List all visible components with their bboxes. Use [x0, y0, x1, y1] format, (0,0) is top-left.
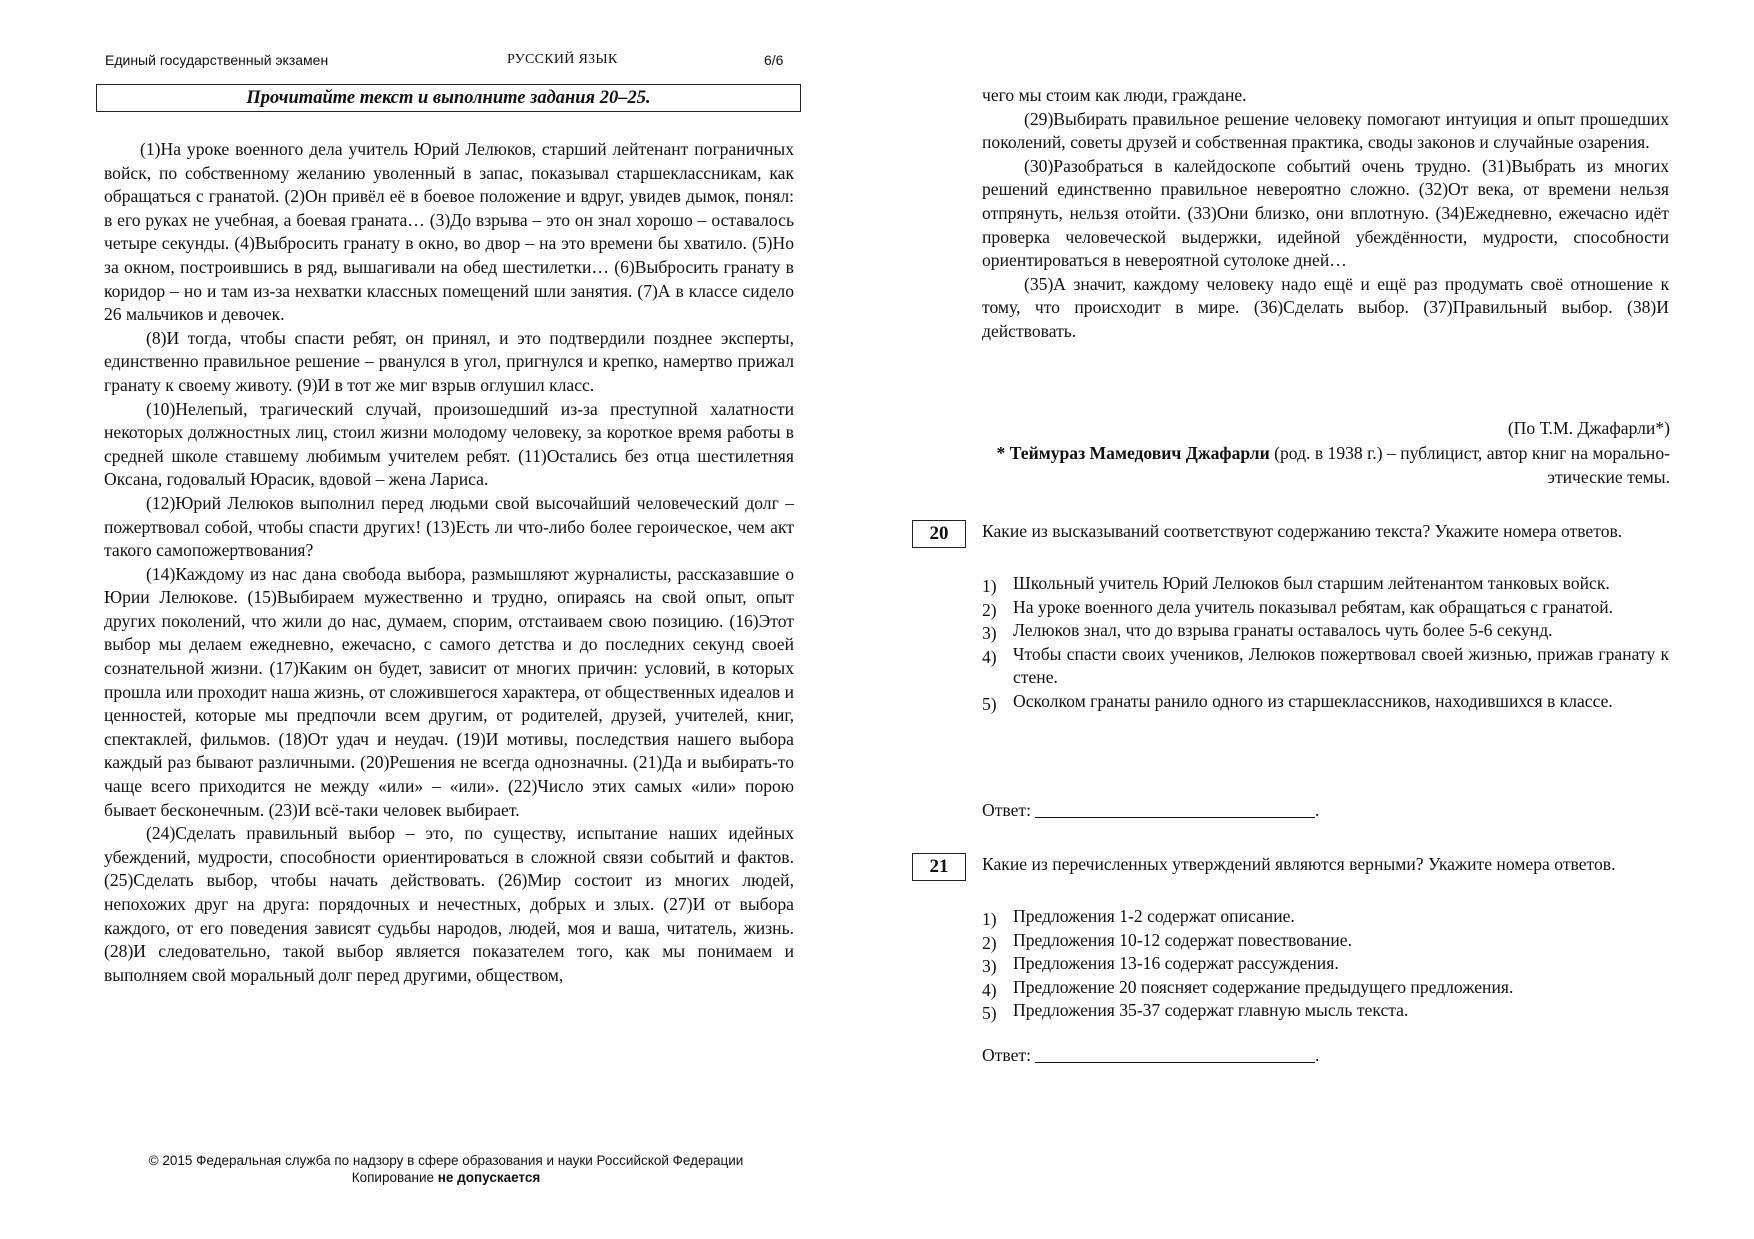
- header-exam-title: Единый государственный экзамен: [105, 52, 329, 68]
- copyright-line: © 2015 Федеральная служба по надзору в сфере образования и науки Российской Федерации: [148, 1153, 744, 1168]
- answer-field[interactable]: Ответ: .: [982, 800, 1320, 820]
- answer-option: 2) Предложения 10-12 содержат повествование.: [982, 929, 1352, 953]
- answer-option: 2) На уроке военного дела учитель показывал ребятам, как обращаться с гранатой.: [982, 596, 1614, 620]
- paragraph: (10)Нелепый, трагический случай, произошедший из-за преступной халатности некоторых должностных лиц, стоил жизни молодому человеку, за короткое время работы в средней школе ставшему любимым учителем ребят. (11)Остались без отца шестилетняя Оксана, годовалый Юрасик, вдовой – жена Лариса.: [104, 398, 794, 490]
- paragraph: (29)Выбирать правильное решение человеку помогают интуиция и опыт прошедших поколений, советы друзей и собственная практика, своды законов и случайные озарения.: [982, 108, 1669, 153]
- task-options: [982, 572, 1669, 714]
- paragraph: (14)Каждому из нас дана свобода выбора, размышляют журналисты, рассказавшие о Юрии Лелюкове. (15)Выбираем мужественно и трудно, опираясь на свой опыт, опыт других поколений, что жили до нас, думаем, спорим, отстаиваем свою позицию. (16)Этот выбор мы делаем ежедневно, ежечасно, с самого детства и до последних секунд своей сознательной жизни. (17)Каким он будет, зависит от многих причин: условий, в которых прошла или проходит наша жизнь, от сложившегося характера, от общественных идеалов и ценностей, которые мы предпочли всем другим, от родителей, друзей, учителей, книг, спектаклей, фильмов. (18)От удач и неудач. (19)И мотивы, последствия нашего выбора каждый раз бывают различными. (20)Решения не всегда однозначны. (21)Да и выбирать-то чаще всего приходится не между «или» – «или». (22)Число этих самых «или» порою бывает бесконечным. (23)И всё-таки человек выбирает.: [104, 563, 794, 820]
- answer-option: 4) Чтобы спасти своих учеников, Лелюков пожертвовал своей жизнью, прижав гранату к стене.: [982, 643, 1669, 688]
- paragraph: (8)И тогда, чтобы спасти ребят, он принял, и это подтвердили позднее эксперты, единственно правильное решение – рванулся в угол, пригнулся и крепко, намертво прижал гранату к своему животу. (9)И в тот же миг взрыв оглушил класс.: [104, 327, 794, 395]
- task-options: [982, 905, 1669, 1023]
- author-footnote: [990, 442, 1670, 489]
- text-source: (По Т.М. Джафарли*): [1507, 418, 1670, 438]
- paragraph: чего мы стоим как люди, граждане.: [982, 85, 1247, 105]
- header-subject: РУССКИЙ ЯЗЫК: [507, 52, 618, 67]
- answer-option: 4) Предложение 20 поясняет содержание предыдущего предложения.: [982, 976, 1514, 1000]
- footnote-author-name: Теймураз Мамедович Джафарли: [1009, 443, 1270, 463]
- answer-option: 3) Лелюков знал, что до взрыва гранаты оставалось чуть более 5-6 секунд.: [982, 620, 1553, 644]
- text-right-column: [982, 84, 1669, 344]
- task-number-box: 21: [912, 853, 966, 881]
- paragraph: (1)На уроке военного дела учитель Юрий Лелюков, старший лейтенант пограничных войск, по собственному желанию уволенный в запас, показывал старшеклассникам, как обращаться с гранатой. (2)Он привёл её в боевое положение и вдруг, увидев дымок, понял: в его руках не учебная, а боевая граната… (3)До взрыва – это он знал хорошо – оставалось четыре секунды. (4)Выбросить гранату в окно, во двор – на это времени бы хватило. (5)Но за окном, построившись в ряд, вышагивали на обед шестилетки… (6)Выбросить гранату в коридор – но и там из-за нехватки классных помещений шли занятия. (7)А в классе сидело 26 мальчиков и девочек.: [104, 139, 794, 325]
- answer-line[interactable]: [1035, 1045, 1315, 1063]
- footnote-text: (род. в 1938 г.) – публицист, автор книг на морально-этические темы.: [1269, 443, 1670, 487]
- answer-option: 1) Школьный учитель Юрий Лелюков был старшим лейтенантом танковых войск.: [982, 573, 1610, 596]
- paragraph: (30)Разобраться в калейдоскопе событий очень трудно. (31)Выбрать из многих решений единственно правильное невероятно сложно. (32)От века, от времени нельзя отпрянуть, нельзя отойти. (33)Они близко, они вплотную. (34)Ежедневно, ежечасно идёт проверка человеческой выдержки, идейной убеждённости, мудрости, способности ориентироваться в невероятной сутолоке дней…: [982, 155, 1669, 271]
- answer-option: 5) Предложения 35-37 содержат главную мысль текста.: [982, 1000, 1409, 1024]
- task-question: Какие из перечисленных утверждений являются верными? Укажите номера ответов.: [982, 854, 1616, 874]
- paragraph: (12)Юрий Лелюков выполнил перед людьми свой высочайший человеческий долг – пожертвовал собой, чтобы спасти других! (13)Есть ли что-либо более героическое, чем акт такого самопожертвования?: [104, 492, 794, 561]
- footnote-star: *: [996, 443, 1006, 463]
- paragraph: (24)Сделать правильный выбор – это, по существу, испытание наших идейных убеждений, мудрости, способности ориентироваться в сложной связи событий и фактов. (25)Сделать выбор, чтобы начать действовать. (26)Мир состоит из многих людей, непохожих друг на друга: порядочных и нечестных, добрых и злых. (27)И от выбора каждого, от его поведения зависят судьбы народов, людей, моя и ваша, читатель, жизнь. (28)И следовательно, такой выбор является показателем того, как мы понимаем и выполняем свой моральный долг перед другими, обществом,: [104, 823, 794, 985]
- answer-line[interactable]: [1035, 800, 1315, 818]
- task-number-box: 20: [912, 520, 966, 548]
- answer-option: 5) Осколком гранаты ранило одного из старшеклассников, находившихся в классе.: [982, 690, 1613, 714]
- task-question: Какие из высказываний соответствуют содержанию текста? Укажите номера ответов.: [982, 521, 1623, 541]
- instruction-box: Прочитайте текст и выполните задания 20–25.: [96, 84, 801, 112]
- answer-option: 3) Предложения 13-16 содержат рассуждения.: [982, 953, 1339, 977]
- answer-field[interactable]: Ответ: .: [982, 1045, 1320, 1065]
- header-page-number: 6/6: [764, 52, 784, 68]
- paragraph: (35)А значит, каждому человеку надо ещё и ещё раз продумать своё отношение к тому, что происходит в мире. (36)Сделать выбор. (37)Правильный выбор. (38)И действовать.: [982, 273, 1669, 341]
- text-left-column: [104, 138, 794, 987]
- copy-notice: Копирование не допускается: [351, 1170, 541, 1185]
- answer-option: 1) Предложения 1-2 содержат описание.: [982, 906, 1295, 929]
- copyright-footer: [96, 1152, 796, 1186]
